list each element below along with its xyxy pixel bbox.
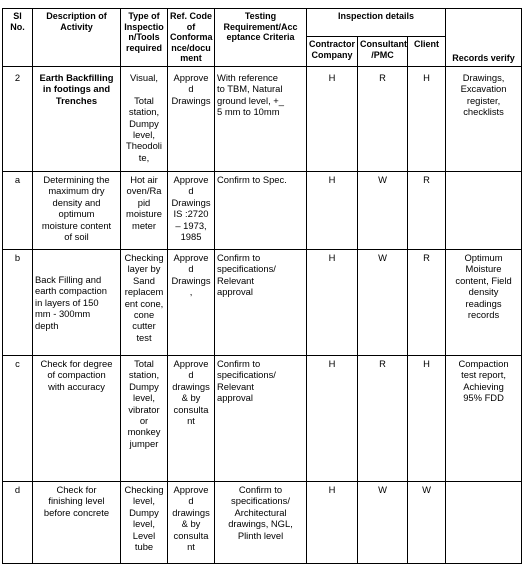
cell-ref: Approve d Drawings <box>168 67 215 172</box>
cell-testing: Confirm to specifications/ Relevant approval <box>215 250 307 356</box>
cell-testing: With reference to TBM, Natural ground level, +_ 5 mm to 10mm <box>215 67 307 172</box>
cell-contractor: H <box>307 356 358 482</box>
cell-type: Visual, Total station, Dumpy level, Theodoli te, <box>121 67 168 172</box>
cell-records <box>446 482 522 564</box>
cell-consultant: W <box>358 250 408 356</box>
cell-client: W <box>408 482 446 564</box>
cell-testing: Confirm to Spec. <box>215 172 307 250</box>
cell-contractor: H <box>307 172 358 250</box>
cell-description: Back Filling and earth compaction in layers of 150 mm - 300mm depth <box>33 250 121 356</box>
cell-sl: c <box>3 356 33 482</box>
cell-sl: d <box>3 482 33 564</box>
table-row <box>3 250 522 356</box>
cell-contractor: H <box>307 67 358 172</box>
cell-consultant: R <box>358 67 408 172</box>
inspection-test-plan-table <box>2 8 522 564</box>
header-client: Client <box>408 37 446 67</box>
header-testing-requirement: Testing Requirement/Acc eptance Criteria <box>215 9 307 67</box>
table-row <box>3 67 522 172</box>
table-row <box>3 482 522 564</box>
cell-ref: Approve d Drawings , <box>168 250 215 356</box>
cell-type: Hot air oven/Ra pid moisture meter <box>121 172 168 250</box>
header-consultant: Consultant /PMC <box>358 37 408 67</box>
cell-contractor: H <box>307 250 358 356</box>
cell-client: R <box>408 250 446 356</box>
header-ref-code: Ref. Code of Conforma nce/docu ment <box>168 9 215 67</box>
cell-sl: 2 <box>3 67 33 172</box>
cell-records: Optimum Moisture content, Field density readings records <box>446 250 522 356</box>
cell-ref: Approve d drawings & by consulta nt <box>168 356 215 482</box>
cell-records <box>446 172 522 250</box>
cell-description: Determining the maximum dry density and optimum moisture content of soil <box>33 172 121 250</box>
cell-sl: a <box>3 172 33 250</box>
cell-records: Drawings, Excavation register, checklists <box>446 67 522 172</box>
table-row <box>3 356 522 482</box>
cell-ref: Approve d drawings & by consulta nt <box>168 482 215 564</box>
cell-testing: Confirm to specifications/ Relevant approval <box>215 356 307 482</box>
header-type-of-inspection: Type of Inspectio n/Tools required <box>121 9 168 67</box>
cell-client: H <box>408 356 446 482</box>
cell-description: Earth Backfilling in footings and Trenches <box>33 67 121 172</box>
cell-contractor: H <box>307 482 358 564</box>
cell-consultant: R <box>358 356 408 482</box>
cell-client: R <box>408 172 446 250</box>
header-inspection-details: Inspection details <box>307 9 446 37</box>
cell-type: Checking level, Dumpy level, Level tube <box>121 482 168 564</box>
cell-records: Compaction test report, Achieving 95% FDD <box>446 356 522 482</box>
cell-description: Check for finishing level before concrete <box>33 482 121 564</box>
cell-consultant: W <box>358 482 408 564</box>
cell-ref: Approve d Drawings IS :2720 – 1973, 1985 <box>168 172 215 250</box>
cell-description: Check for degree of compaction with accuracy <box>33 356 121 482</box>
cell-type: Checking layer by Sand replacem ent cone, cone cutter test <box>121 250 168 356</box>
cell-consultant: W <box>358 172 408 250</box>
cell-sl: b <box>3 250 33 356</box>
cell-testing: Confirm to specifications/ Architectural drawings, NGL, Plinth level <box>215 482 307 564</box>
cell-type: Total station, Dumpy level, vibrator or monkey jumper <box>121 356 168 482</box>
header-contractor: Contractor Company <box>307 37 358 67</box>
cell-client: H <box>408 67 446 172</box>
header-records-verify: Records verify <box>446 9 522 67</box>
header-description: Description of Activity <box>33 9 121 67</box>
header-row-top <box>3 9 522 37</box>
table-row <box>3 172 522 250</box>
header-sl-no: Sl No. <box>3 9 33 67</box>
